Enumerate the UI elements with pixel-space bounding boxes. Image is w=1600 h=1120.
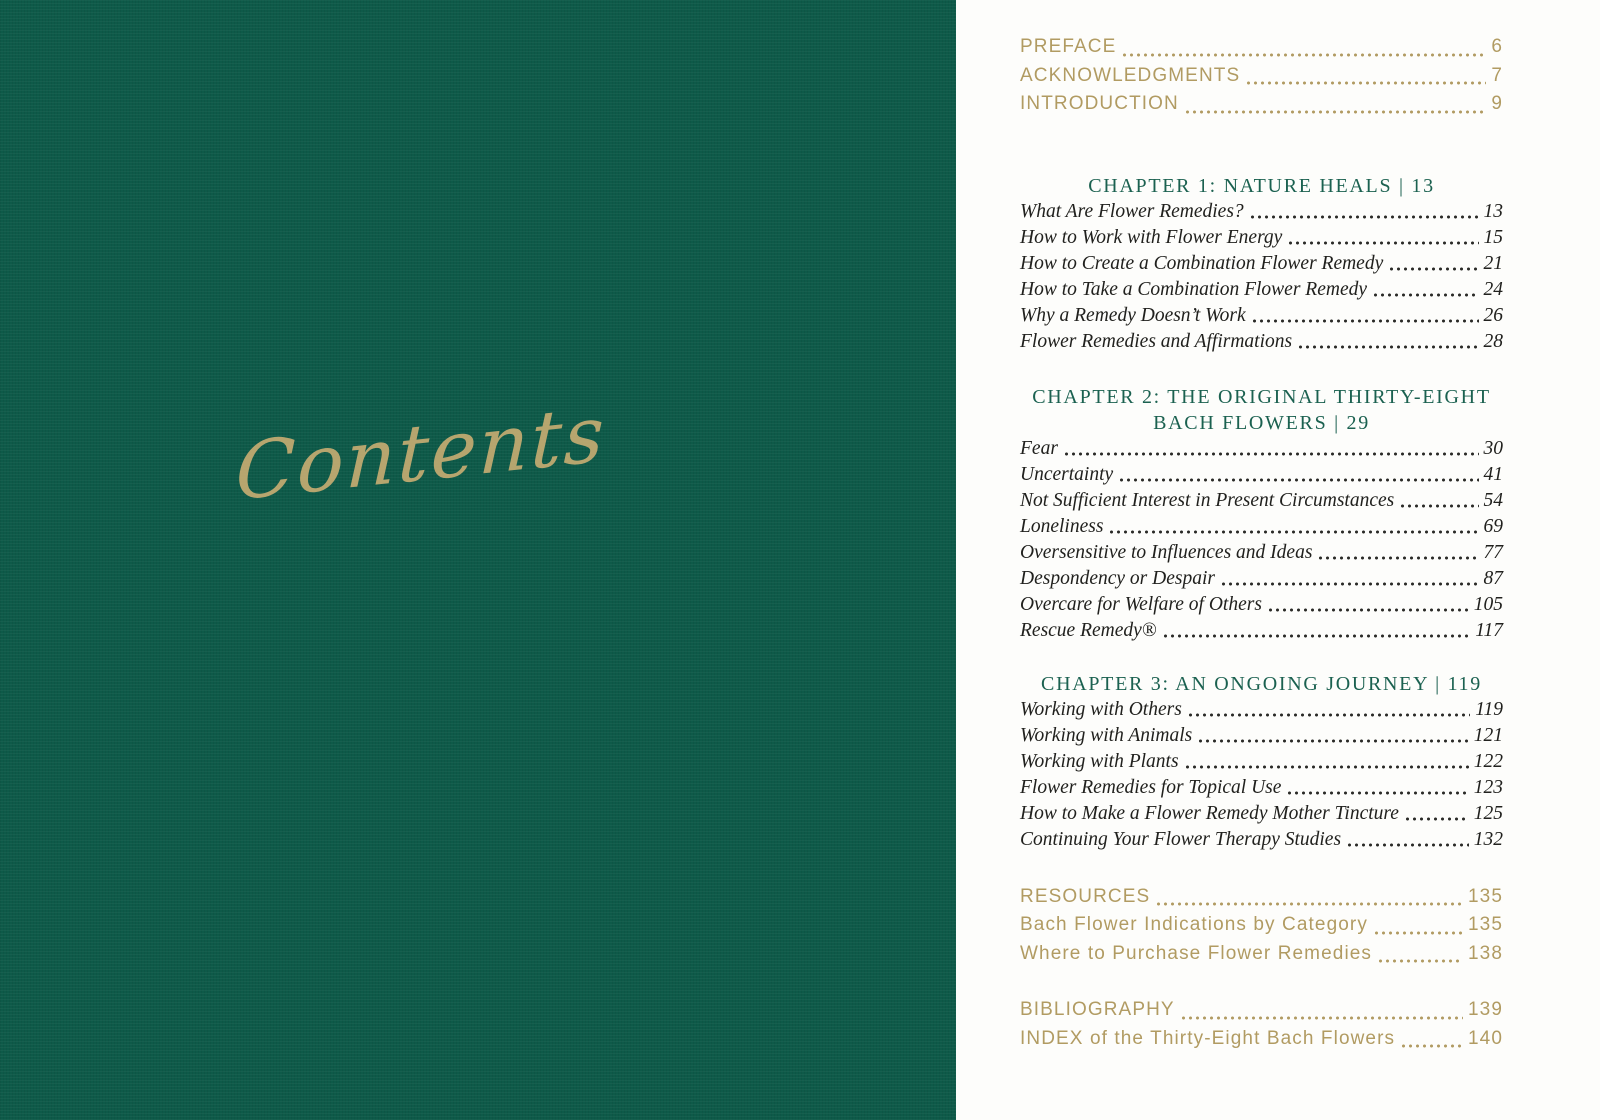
front-matter-entry[interactable] [1020, 33, 1503, 62]
toc-entry-label: Why a Remedy Doesn’t Work [1020, 304, 1246, 326]
toc-entry-label: PREFACE [1020, 36, 1117, 57]
toc-entry-label: Oversensitive to Influences and Ideas [1020, 541, 1313, 563]
dot-leader [1282, 225, 1483, 251]
chapter-entry[interactable] [1020, 251, 1503, 277]
chapter-heading-line: CHAPTER 1: NATURE HEALS | 13 [1088, 174, 1435, 197]
toc-entry-page: 140 [1467, 1027, 1503, 1049]
toc-entry-page: 21 [1483, 252, 1503, 274]
chapter-heading[interactable] [1020, 173, 1503, 199]
back-matter-entry[interactable] [1020, 883, 1503, 912]
front-matter-entry[interactable] [1020, 90, 1503, 119]
dot-leader [1215, 566, 1484, 592]
toc-entry-label: Continuing Your Flower Therapy Studies [1020, 828, 1342, 850]
toc-entry-page: 135 [1467, 885, 1503, 907]
chapter-entry[interactable] [1020, 436, 1503, 462]
toc-entry-label: Not Sufficient Interest in Present Circumstances [1020, 489, 1395, 511]
back-matter-entry[interactable] [1020, 996, 1503, 1025]
toc-entry-label: ACKNOWLEDGMENTS [1020, 64, 1241, 86]
front-matter-section [1020, 33, 1503, 119]
toc-entry-page: 123 [1473, 776, 1503, 798]
toc-entry-label: Bach Flower Indications by Category [1020, 914, 1368, 935]
dot-leader [1383, 251, 1483, 277]
chapter-entry[interactable] [1020, 723, 1503, 749]
chapter-entry[interactable] [1020, 775, 1503, 801]
chapter-heading-line: BACH FLOWERS | 29 [1153, 411, 1370, 434]
toc-entry-page: 125 [1473, 802, 1503, 824]
toc-entry-page: 9 [1491, 93, 1503, 114]
toc-entry-label: INDEX of the Thirty-Eight Bach Flowers [1020, 1027, 1396, 1049]
toc-entry-page: 13 [1483, 200, 1503, 222]
toc-entry-page: 121 [1473, 724, 1503, 746]
toc-entry-page: 6 [1491, 36, 1503, 57]
back-matter-group [1020, 996, 1503, 1053]
chapter-entry[interactable] [1020, 199, 1503, 225]
toc-entry-label: How to Make a Flower Remedy Mother Tincture [1020, 802, 1399, 824]
chapter-entry[interactable] [1020, 540, 1503, 566]
chapter-entry[interactable] [1020, 827, 1503, 853]
toc-entry-label: Working with Plants [1020, 750, 1179, 772]
dot-leader [1394, 488, 1483, 514]
dot-leader [1182, 697, 1475, 723]
dot-leader [1246, 303, 1484, 329]
toc-entry-page: 41 [1483, 463, 1503, 485]
dot-leader [1292, 329, 1483, 355]
toc-entry-label: Loneliness [1020, 515, 1104, 537]
table-of-contents [1020, 33, 1503, 1053]
toc-entry-page: 105 [1473, 593, 1503, 615]
toc-entry-page: 26 [1483, 304, 1503, 326]
toc-entry-label: RESOURCES [1020, 885, 1151, 907]
toc-entry-page: 30 [1483, 437, 1503, 459]
dot-leader [1103, 514, 1483, 540]
dot-leader [1244, 199, 1484, 225]
dot-leader [1240, 62, 1491, 91]
toc-entry-page: 28 [1483, 330, 1503, 352]
chapter-entry[interactable] [1020, 749, 1503, 775]
dot-leader [1116, 33, 1491, 62]
toc-entry-page: 139 [1467, 999, 1503, 1020]
toc-entry-page: 122 [1473, 750, 1503, 772]
toc-entry-page: 24 [1483, 278, 1503, 300]
chapter-entry[interactable] [1020, 329, 1503, 355]
chapter-section [1020, 384, 1503, 644]
chapter-entry[interactable] [1020, 618, 1503, 644]
chapter-heading[interactable] [1020, 671, 1503, 697]
dot-leader [1341, 827, 1474, 853]
dot-leader [1113, 462, 1483, 488]
right-page [956, 0, 1600, 1120]
toc-entry-page: 15 [1483, 226, 1503, 248]
toc-entry-label: Rescue Remedy® [1020, 619, 1157, 641]
chapter-entry[interactable] [1020, 592, 1503, 618]
toc-entry-label: Flower Remedies and Affirmations [1020, 330, 1293, 352]
toc-entry-label: Where to Purchase Flower Remedies [1020, 942, 1373, 964]
chapter-entry[interactable] [1020, 488, 1503, 514]
dot-leader [1312, 540, 1483, 566]
toc-entry-label: BIBLIOGRAPHY [1020, 999, 1175, 1020]
toc-entry-page: 77 [1483, 541, 1503, 563]
back-matter-group [1020, 883, 1503, 969]
dot-leader [1399, 801, 1474, 827]
dot-leader [1192, 723, 1473, 749]
chapter-section [1020, 671, 1503, 853]
toc-entry-label: INTRODUCTION [1020, 93, 1179, 114]
toc-entry-label: Working with Animals [1020, 724, 1193, 746]
dot-leader [1281, 775, 1473, 801]
chapter-entry[interactable] [1020, 514, 1503, 540]
toc-entry-page: 138 [1467, 942, 1503, 964]
back-matter-entry[interactable] [1020, 940, 1503, 969]
toc-entry-label: What Are Flower Remedies? [1020, 200, 1244, 222]
chapter-entry[interactable] [1020, 303, 1503, 329]
chapter-heading-line: CHAPTER 2: THE ORIGINAL THIRTY-EIGHT [1032, 385, 1491, 408]
chapter-heading[interactable] [1020, 384, 1503, 436]
chapter-entry[interactable] [1020, 277, 1503, 303]
toc-entry-label: Uncertainty [1020, 463, 1114, 485]
toc-entry-page: 69 [1483, 515, 1503, 537]
dot-leader [1262, 592, 1474, 618]
toc-entry-label: How to Take a Combination Flower Remedy [1020, 278, 1368, 300]
toc-entry-label: Working with Others [1020, 698, 1182, 720]
chapter-section [1020, 173, 1503, 355]
front-matter-entry[interactable] [1020, 62, 1503, 91]
dot-leader [1367, 277, 1483, 303]
dot-leader [1372, 940, 1468, 969]
dot-leader [1179, 749, 1474, 775]
back-matter-container [1020, 883, 1503, 1054]
dot-leader [1179, 90, 1491, 119]
chapter-heading-line: CHAPTER 3: AN ONGOING JOURNEY | 119 [1041, 672, 1482, 695]
toc-entry-page: 7 [1491, 64, 1503, 86]
dot-leader [1157, 618, 1476, 644]
toc-entry-label: Overcare for Welfare of Others [1020, 593, 1262, 615]
chapters-container [1020, 173, 1503, 853]
toc-entry-page: 135 [1467, 914, 1503, 935]
toc-entry-page: 119 [1475, 698, 1503, 720]
toc-entry-label: How to Create a Combination Flower Remedy [1020, 252, 1384, 274]
chapter-entry[interactable] [1020, 462, 1503, 488]
dot-leader [1175, 996, 1468, 1025]
toc-entry-label: Fear [1020, 437, 1058, 459]
chapter-entry[interactable] [1020, 697, 1503, 723]
contents-script-title: Contents [234, 388, 608, 519]
chapter-entry[interactable] [1020, 566, 1503, 592]
dot-leader [1150, 883, 1468, 912]
toc-entry-page: 54 [1483, 489, 1503, 511]
back-matter-entry[interactable] [1020, 911, 1503, 940]
toc-entry-page: 117 [1475, 619, 1503, 641]
toc-entry-label: Flower Remedies for Topical Use [1020, 776, 1282, 798]
toc-entry-page: 132 [1473, 828, 1503, 850]
dot-leader [1395, 1025, 1468, 1054]
back-matter-entry[interactable] [1020, 1025, 1503, 1054]
toc-entry-label: How to Work with Flower Energy [1020, 226, 1283, 248]
toc-entry-label: Despondency or Despair [1020, 567, 1215, 589]
chapter-entry[interactable] [1020, 225, 1503, 251]
dot-leader [1368, 911, 1468, 940]
toc-entry-page: 87 [1483, 567, 1503, 589]
chapter-entry[interactable] [1020, 801, 1503, 827]
dot-leader [1058, 436, 1484, 462]
